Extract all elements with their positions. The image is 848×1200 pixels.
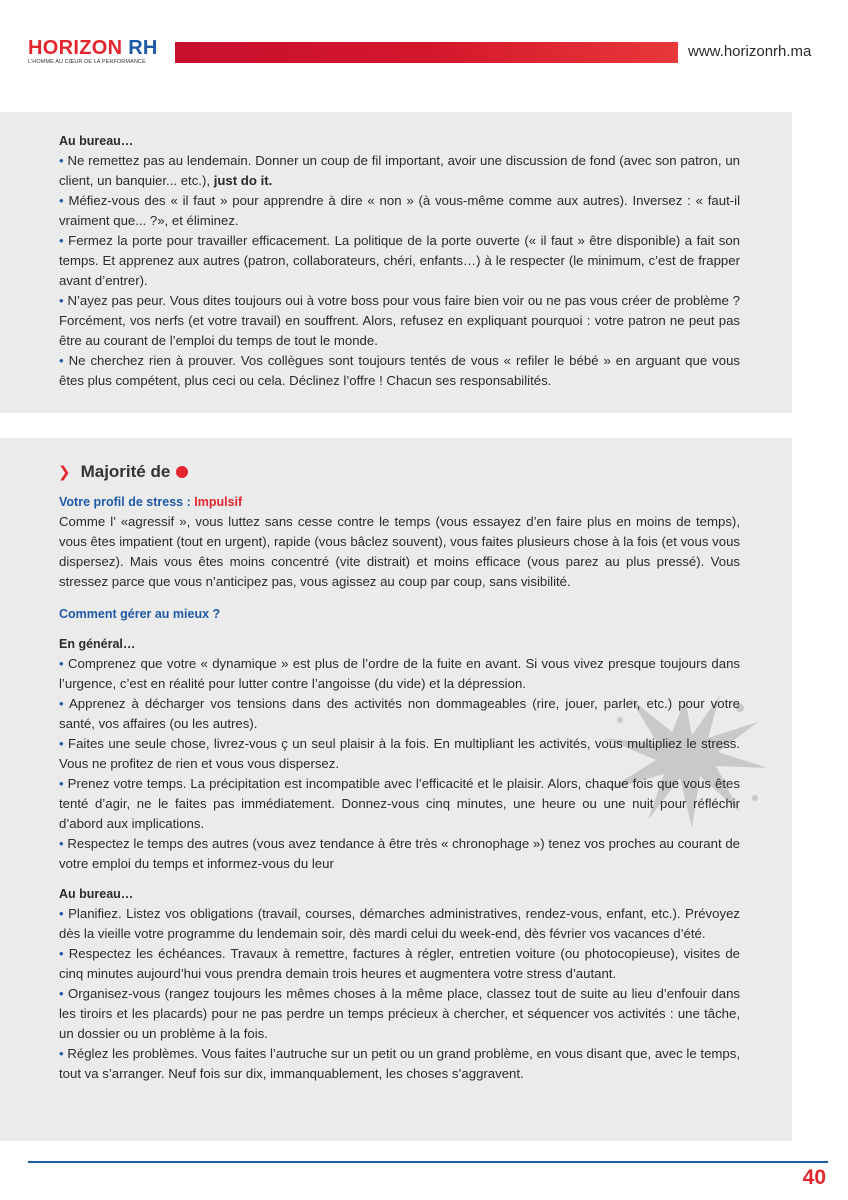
bullet: • xyxy=(59,946,64,961)
bullet: • xyxy=(59,233,64,248)
bullet: • xyxy=(59,906,64,921)
list-item: • Méfiez-vous des « il faut » pour apprendre à dire « non » (à vous-même comme aux autres). Inversez : « faut-il vraiment que... ?», et éliminez. xyxy=(59,193,740,228)
bullet: • xyxy=(59,1046,64,1061)
website-url: www.horizonrh.ma xyxy=(688,43,812,60)
bullet: • xyxy=(59,353,64,368)
list-item: • Prenez votre temps. La précipitation est incompatible avec l’efficacité et le plaisir. Alors, chaque fois que vous êtes tenté d’agir, ne le faites pas immédiatement. Donnez-vous cinq minutes, une heure ou une nuit pour réfléchir d’abord aux implications. xyxy=(59,776,740,831)
page-number: 40 xyxy=(802,1166,826,1189)
logo-wordmark xyxy=(28,38,158,58)
section-title-text: Majorité de xyxy=(80,462,171,481)
list-item: • Fermez la porte pour travailler efficacement. La politique de la porte ouverte (« il faut » être disponible) a fait son temps. Et apprenez aux autres (patron, collaborateurs, chéri, enfants…) à le respecter (le minimum, c’est de frapper avant d’entrer). xyxy=(59,233,741,288)
list-item: • Apprenez à décharger vos tensions dans des activités non dommageables (rire, jouer, parler, etc.) pour votre santé, vos affaires (ou les autres). xyxy=(59,696,741,731)
manage-heading: Comment gérer au mieux ? xyxy=(59,607,221,621)
list-item: • Respectez le temps des autres (vous avez tendance à être très « chronophage ») tenez vos proches au courant de votre emploi du temps et informez-vous du leur xyxy=(59,836,740,871)
footer-divider xyxy=(28,1161,828,1163)
header-red-bar xyxy=(175,42,678,63)
profile-heading: Votre profil de stress : Impulsif xyxy=(59,495,243,509)
bullet: • xyxy=(59,656,64,671)
impulsive-profile-block xyxy=(59,492,740,1084)
office-advice-block xyxy=(59,131,740,391)
list-item: • Ne cherchez rien à prouver. Vos collègues sont toujours tentés de vous « refiler le bébé » en arguant que vous êtes plus compétent, plus ceci ou cela. Déclinez l’offre ! Chacun ses responsabilités. xyxy=(59,353,740,388)
list-item: • Ne remettez pas au lendemain. Donner un coup de fil important, avoir une discussion de fond (avec son patron, un client, un banquier... etc.), just do it. xyxy=(59,153,740,188)
bullet: • xyxy=(59,293,64,308)
list-item: • Faites une seule chose, livrez-vous ç un seul plaisir à la fois. En multipliant les activités, vous multipliez le stress. Vous ne profitez de rien et vous vous dispersez. xyxy=(59,736,740,771)
bullet: • xyxy=(59,696,64,711)
list-item: • Planifiez. Listez vos obligations (travail, courses, démarches administratives, rendez-vous, enfant, etc.). Prévoyez dès la vieille votre programme du lendemain soir, dès mardi celui du week-end, dès février vos vacances d’été. xyxy=(59,906,740,941)
bullet: • xyxy=(59,986,64,1001)
logo-horizon: HORIZON xyxy=(28,37,123,59)
logo-tagline: L'HOMME AU CŒUR DE LA PERFORMANCE xyxy=(28,59,146,65)
section-title xyxy=(58,460,188,484)
logo-rh: RH xyxy=(128,37,158,59)
list-item: • Respectez les échéances. Travaux à remettre, factures à régler, entretien voiture (ou photocopieuse), visites de cinq minutes aujourd’hui vous prendra demain trois heures et augmentera votre stress d’autant. xyxy=(59,946,740,981)
red-dot-icon xyxy=(176,466,188,478)
page-header xyxy=(0,0,848,100)
list-item: • Réglez les problèmes. Vous faites l’autruche sur un petit ou un grand problème, en vous disant que, avec le temps, tout va s’arranger. Neuf fois sur dix, immanquablement, les choses s’aggravent. xyxy=(59,1046,740,1081)
chevron-right-icon: ❯ xyxy=(58,464,71,481)
bullet: • xyxy=(59,736,64,751)
profile-description: Comme l’ «agressif », vous luttez sans cesse contre le temps (vous essayez d’en faire plus en moins de temps), vous êtes impatient (tout en urgent), rapide (vous bâclez souvent), vous faites plusieurs chose à la fois (et vous vous dispersez). Mais vous êtes moins concentré (vite distrait) et moins efficace (vous parez au plus pressé). Vous stressez parce que vous n’anticipez pas, vous agissez au coup par coup, sans visibilité. xyxy=(59,514,740,589)
profile-value: Impulsif xyxy=(194,495,243,509)
bullet: • xyxy=(59,776,64,791)
list-item: • N’ayez pas peur. Vous dites toujours oui à votre boss pour vous faire bien voir ou ne pas vous créer de problème ? Forcément, vos nerfs (et votre travail) en souffrent. Alors, refusez en expliquant pourquoi : votre patron ne peut pas être au courant de l’emploi du temps de tout le monde. xyxy=(59,293,740,348)
list-item: • Comprenez que votre « dynamique » est plus de l’ordre de la fuite en avant. Si vous vivez presque toujours dans l’urgence, c’est en réalité pour lutter contre l’angoisse (du vide) et la dépression. xyxy=(59,656,740,691)
bullet: • xyxy=(59,193,64,208)
bullet: • xyxy=(59,836,64,851)
bullet: • xyxy=(59,153,64,168)
company-logo xyxy=(28,38,158,65)
general-subtitle: En général… xyxy=(59,637,136,651)
list-item: • Organisez-vous (rangez toujours les mêmes choses à la même place, classez tout de suite au lieu d’enfouir dans les tiroirs et les placards) pour ne pas perdre un temps précieux à chercher, et séquencer vos activités : une tâche, un dossier ou un problème à la fois. xyxy=(59,986,740,1041)
office-subtitle: Au bureau… xyxy=(59,134,134,148)
office-subtitle: Au bureau… xyxy=(59,887,134,901)
